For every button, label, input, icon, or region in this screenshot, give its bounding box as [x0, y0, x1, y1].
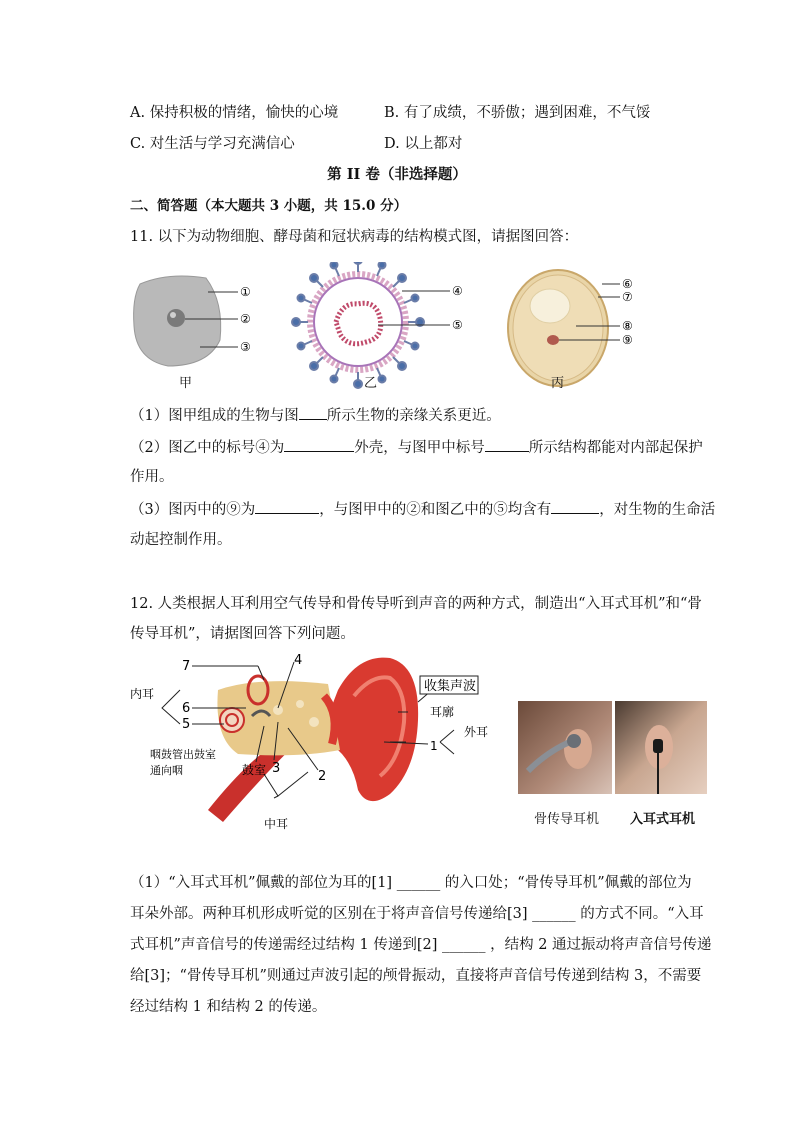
q11-part1: （1）图甲组成的生物与图 所示生物的亲缘关系更近。 — [130, 405, 501, 426]
option-c: C. 对生活与学习充满信心 — [130, 136, 295, 152]
cell-label-2: ② — [240, 312, 251, 326]
q11-part3-cont: 动起控制作用。 — [130, 532, 232, 548]
yeast-label-8: ⑧ — [622, 319, 633, 333]
q12-answer-line4: 给[3]；“骨传导耳机”则通过声波引起的颅骨振动，直接将声音信号传递到结构 3，不需要 — [130, 968, 702, 984]
q11-part2-cont: 作用。 — [130, 469, 174, 485]
yeast-label-9: ⑨ — [622, 333, 633, 347]
cell-label-3: ③ — [240, 340, 251, 354]
q11-part2: （2）图乙中的标号④为 外壳，与图甲中标号 所示结构都能对内部起保护 — [130, 437, 703, 458]
ear-label-cavity: 鼓室 — [242, 763, 267, 777]
section-title: 第 II 卷（非选择题） — [327, 166, 467, 183]
ear-label-5: 5 — [182, 717, 191, 732]
q12-answer-line2: 耳朵外部。两种耳机形成听觉的区别在于将声音信号传递给[3] ______ 的方式不同。“入耳 — [130, 906, 704, 922]
ear-label-collect: 收集声波 — [424, 679, 477, 694]
photo-caption-in-ear: 入耳式耳机 — [630, 812, 696, 827]
q12-answer-line1: （1）“入耳式耳机”佩戴的部位为耳的[1] ______ 的入口处；“骨传导耳机”佩戴的部位为 — [130, 875, 692, 891]
q12-answer-line5: 经过结构 1 和结构 2 的传递。 — [130, 999, 327, 1015]
option-d: D. 以上都对 — [384, 136, 463, 152]
yeast-label-7: ⑦ — [622, 290, 633, 304]
ear-label-3: 3 — [272, 761, 281, 776]
bone-conduction-photo — [518, 701, 612, 794]
q12-stem-line2: 传导耳机”，请据图回答下列问题。 — [130, 626, 355, 642]
fig-caption-jia: 甲 — [179, 376, 193, 391]
ear-label-7: 7 — [182, 659, 191, 674]
in-ear-photo — [615, 701, 707, 794]
virus-label-5: ⑤ — [452, 318, 463, 332]
option-b: B. 有了成绩，不骄傲；遇到困难，不气馁 — [384, 105, 651, 121]
animal-cell-diagram — [134, 276, 251, 366]
q11-part3: （3）图丙中的⑨为 ，与图甲中的②和图乙中的⑤均含有 ，对生物的生命活 — [130, 499, 715, 520]
ear-label-tube2: 通向咽 — [150, 764, 183, 777]
ear-label-middle: 中耳 — [264, 817, 289, 831]
in-ear-headphone-icon — [615, 701, 707, 794]
ear-label-inner: 内耳 — [130, 687, 155, 701]
fig-caption-yi: 乙 — [364, 376, 378, 391]
virus-label-4: ④ — [452, 284, 463, 298]
ear-label-auricle: 耳廓 — [430, 705, 455, 719]
ear-label-6: 6 — [182, 701, 191, 716]
section2-header: 二、简答题（本大题共 3 小题，共 15.0 分） — [130, 198, 408, 214]
cell-label-1: ① — [240, 285, 251, 299]
ear-structure-diagram — [128, 650, 508, 832]
ear-label-tube1: 咽鼓管出鼓室 — [150, 748, 216, 761]
virus-diagram — [292, 262, 463, 388]
q12-answer-line3: 式耳机”声音信号的传递需经过结构 1 传递到[2] ______ ，结构 2 通过振动将声音信号传递 — [130, 937, 712, 953]
yeast-diagram — [508, 270, 633, 386]
photo-caption-bone: 骨传导耳机 — [534, 812, 600, 827]
bone-headphone-icon — [518, 701, 612, 794]
fig-caption-bing: 丙 — [551, 376, 565, 391]
ear-label-4: 4 — [294, 653, 303, 668]
option-a: A. 保持积极的情绪，愉快的心境 — [130, 105, 339, 121]
ear-label-outer: 外耳 — [464, 725, 489, 739]
ear-label-1: 1 — [430, 739, 438, 753]
yeast-label-6: ⑥ — [622, 277, 633, 291]
q11-cell-figure — [128, 262, 688, 392]
ear-label-2: 2 — [318, 769, 327, 784]
q12-stem-line1: 12. 人类根据人耳利用空气传导和骨传导听到声音的两种方式，制造出“入耳式耳机”和“骨 — [130, 596, 702, 612]
q11-stem: 11. 以下为动物细胞、酵母菌和冠状病毒的结构模式图，请据图回答： — [130, 229, 579, 245]
